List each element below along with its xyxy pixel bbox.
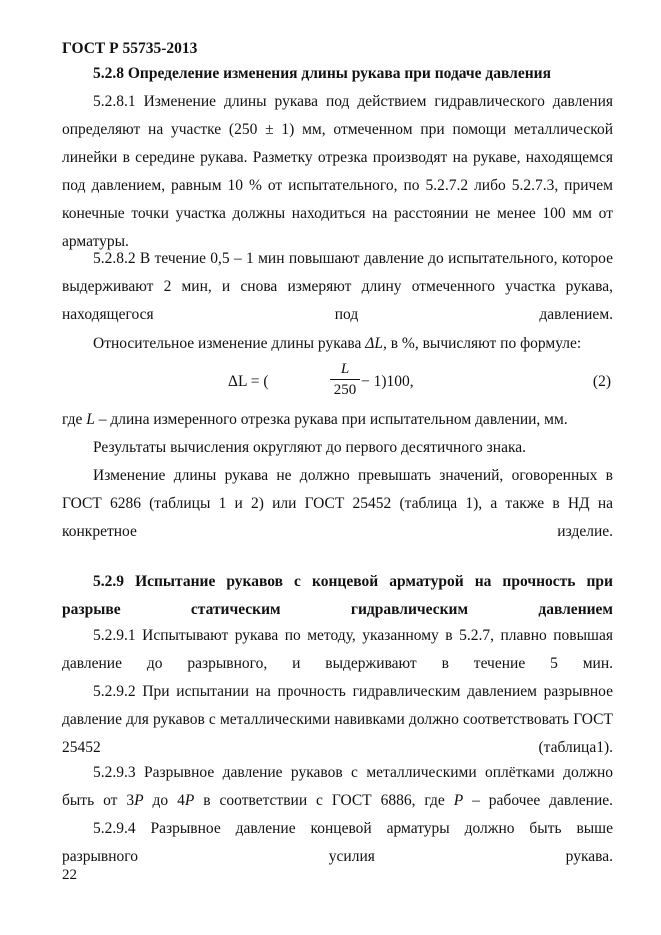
paragraph-5-2-9-1: 5.2.9.1 Испытывают рукава по методу, указанному в 5.2.7, плавно повышая давление до разрывного, и выдерживают в течение 5 мин.	[62, 627, 613, 672]
paragraph-5-2-9-2: 5.2.9.2 При испытании на прочность гидравлическим давлением разрывное давление для рукавов с металлическими навивками должно соответствовать ГОСТ 25452 (таблица1).	[62, 683, 613, 756]
text: до 4	[143, 792, 185, 809]
p-symbol: P	[184, 792, 195, 809]
paragraph-5-2-9-4: 5.2.9.4 Разрывное давление концевой арматуры должно быть выше разрывного усилия рукава.	[62, 820, 613, 865]
section-heading-5-2-9: 5.2.9 Испытание рукавов с концевой арматурой на прочность при разрыве статическим гидравлическим давлением	[62, 573, 613, 618]
text: Относительное изменение длины рукава	[93, 335, 366, 352]
paragraph-5-2-8-1: 5.2.8.1 Изменение длины рукава под действием гидравлического давления определяют на участке (250 ± 1) мм, отмеченном при помощи металлической линейки в середине рукава. Разметку отрезка производят на рукаве, находящемся под давлением, равным 10 % от испытательного, по 5.2.7.2 либо 5.2.7.3, причем конечные точки участка должны находиться на расстоянии не менее 100 мм от арматуры.	[62, 93, 613, 250]
text: – длина измеренного отрезка рукава при испытательном давлении, мм.	[94, 411, 568, 428]
formula-2	[62, 360, 613, 404]
p-symbol: P	[134, 792, 144, 809]
formula-fraction	[330, 360, 360, 399]
text: в соответствии с ГОСТ 6886, где	[194, 792, 454, 809]
paragraph-relative-change	[62, 330, 613, 358]
paragraph-5-2-9-3	[62, 759, 613, 815]
formula-rhs: − 1)100,	[361, 373, 414, 390]
formula-numerator: L	[330, 360, 360, 380]
p-symbol: P	[453, 792, 464, 809]
l-symbol: L	[86, 411, 95, 428]
section-heading-5-2-8: 5.2.8 Определение изменения длины рукава при подаче давления	[93, 65, 551, 82]
paragraph-length-limit: Изменение длины рукава не должно превышать значений, оговоренных в ГОСТ 6286 (таблицы 1 и 2) или ГОСТ 25452 (таблица 1), а также в НД на конкретное изделие.	[62, 467, 613, 540]
text: – рабочее давление.	[463, 792, 614, 809]
document-header: ГОСТ Р 55735-2013	[62, 40, 198, 57]
text: , в %, вычисляют по формуле:	[382, 335, 582, 352]
paragraph-where	[62, 406, 613, 434]
formula-number: (2)	[592, 373, 611, 390]
delta-l-symbol: ΔL	[365, 335, 383, 352]
page-number: 22	[62, 867, 77, 883]
formula-denominator: 250	[333, 382, 357, 398]
formula-lhs: ΔL = (	[228, 373, 269, 390]
paragraph-5-2-8-2: 5.2.8.2 В течение 0,5 – 1 мин повышают давление до испытательного, которое выдерживают 2 мин, и снова измеряют длину отмеченного участка рукава, находящегося под давлением.	[62, 250, 613, 323]
paragraph-rounding: Результаты вычисления округляют до первого десятичного знака.	[93, 439, 527, 456]
text: 5.2.9.3 Разрывное давление рукавов с металлическими оплётками должно быть от 3	[62, 764, 613, 809]
text: где	[62, 411, 87, 428]
